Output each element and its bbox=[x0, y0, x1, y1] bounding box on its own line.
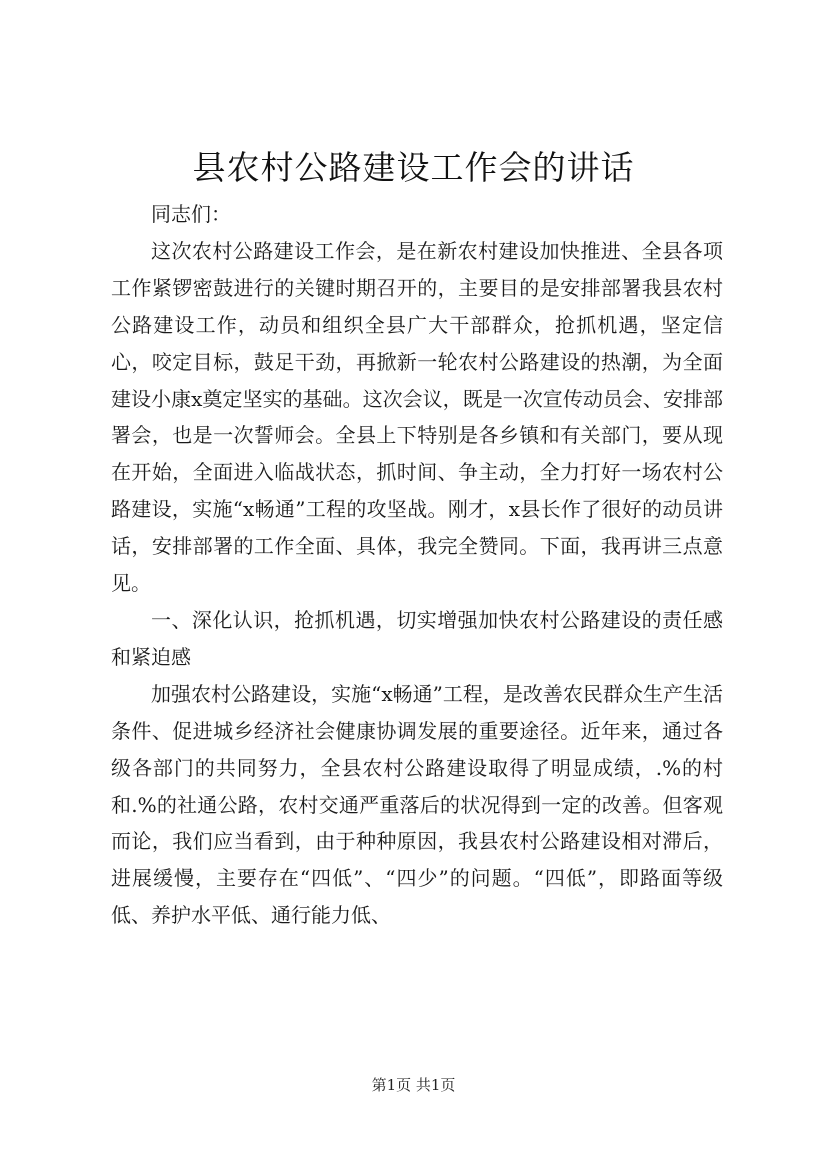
body-paragraph: 加强农村公路建设，实施“x畅通”工程，是改善农民群众生产生活条件、促进城乡经济社会健康协调发展的重要途径。近年来，通过各级各部门的共同努力，全县农村公路建设取得了明显成绩，.%的村和.%的社通公路，农村交通严重落后的状况得到一定的改善。但客观而论，我们应当看到，由于种种原因，我县农村公路建设相对滞后，进展缓慢，主要存在“四低”、“四少”的问题。“四低”，即路面等级低、养护水平低、通行能力低、 bbox=[111, 681, 723, 928]
document-title: 县农村公路建设工作会的讲话 bbox=[192, 148, 635, 187]
page-number: 第1页 共1页 bbox=[371, 1076, 456, 1094]
document-body bbox=[111, 196, 723, 934]
body-paragraph: 这次农村公路建设工作会，是在新农村建设加快推进、全县各项工作紧锣密鼓进行的关键时期召开的，主要目的是安排部署我县农村公路建设工作，动员和组织全县广大干部群众，抢抓机遇，坚定信心，咬定目标，鼓足干劲，再掀新一轮农村公路建设的热潮，为全面建设小康x奠定坚实的基础。这次会议，既是一次宣传动员会、安排部署会，也是一次誓师会。全县上下特别是各乡镇和有关部门，要从现在开始，全面进入临战状态，抓时间、争主动，全力打好一场农村公路建设，实施“x畅通”工程的攻坚战。刚才，x县长作了很好的动员讲话，安排部署的工作全面、具体，我完全赞同。下面，我再讲三点意见。 bbox=[111, 238, 723, 596]
section-heading: 一、深化认识，抢抓机遇，切实增强加快农村公路建设的责任感和紧迫感 bbox=[111, 607, 723, 669]
salutation-paragraph: 同志们： bbox=[151, 202, 231, 226]
